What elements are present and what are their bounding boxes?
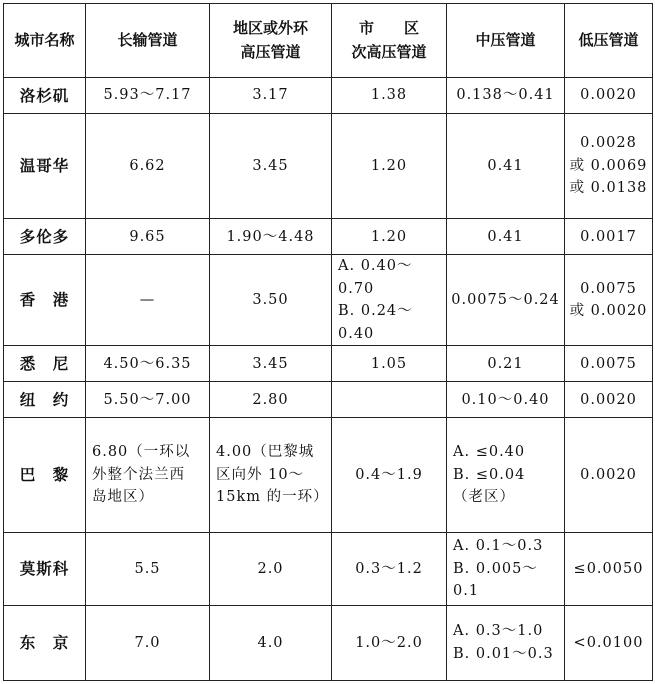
regional-cell (210, 418, 332, 532)
cell-line: 1.0～2.0 (355, 634, 423, 651)
cell-line: 6.62 (129, 157, 166, 174)
cell-line: 5.50～7.00 (103, 391, 192, 408)
cell-line: 0.41 (487, 157, 524, 174)
header-long-distance: 长输管道 (86, 4, 210, 78)
long-distance-cell (86, 255, 210, 346)
table-row (4, 78, 653, 114)
medium-cell (447, 382, 565, 418)
regional-cell (210, 255, 332, 346)
header-row (4, 4, 653, 78)
regional-cell (210, 346, 332, 382)
cell-line: 0.0075 (580, 355, 637, 372)
cell-line: 4.00（巴黎城 (216, 444, 315, 461)
cell-line: 4.0 (257, 634, 284, 651)
cell-line: 0.0028 (580, 135, 637, 152)
city-name-cell: 莫斯科 (4, 532, 86, 605)
city-name-cell: 东 京 (4, 605, 86, 680)
cell-line: 1.20 (370, 228, 408, 245)
table-row (4, 219, 653, 255)
cell-line: 0.10～0.40 (461, 391, 550, 408)
regional-cell (210, 605, 332, 680)
cell-line: 9.65 (129, 228, 166, 245)
header-subhigh-line: 市 区 (358, 19, 419, 38)
cell-line: 1.20 (370, 157, 408, 174)
header-city-subhigh (332, 4, 447, 78)
table-row (4, 605, 653, 680)
cell-line: 0.0017 (580, 228, 637, 245)
subhigh-cell (332, 114, 447, 219)
cell-line: 0.0020 (580, 87, 637, 104)
regional-cell (210, 382, 332, 418)
cell-line: 外整个法兰西 (92, 466, 185, 483)
medium-cell (447, 605, 565, 680)
subhigh-cell (332, 255, 447, 346)
pressure-table (3, 3, 653, 681)
low-cell (565, 219, 653, 255)
table-row (4, 255, 653, 346)
cell-line: 0.21 (487, 355, 524, 372)
long-distance-cell (86, 78, 210, 114)
cell-line: 15km 的一环） (216, 489, 329, 506)
header-medium: 中压管道 (447, 4, 565, 78)
cell-line: 0.3～1.2 (355, 560, 423, 577)
header-subhigh-line: 次高压管道 (351, 42, 427, 61)
cell-line: ≤0.0050 (573, 560, 644, 577)
long-distance-cell (86, 605, 210, 680)
medium-cell (447, 532, 565, 605)
low-cell (565, 114, 653, 219)
low-cell (565, 382, 653, 418)
cell-line: A. 0.1～0.3 (453, 538, 544, 555)
cell-line: 6.80（一环以 (92, 444, 191, 461)
subhigh-cell (332, 532, 447, 605)
low-cell (565, 532, 653, 605)
table-row (4, 114, 653, 219)
cell-line: 0.0020 (580, 466, 637, 483)
table-row (4, 382, 653, 418)
cell-line: 5.5 (134, 560, 161, 577)
cell-line: 或 0.0020 (569, 303, 648, 320)
low-cell (565, 78, 653, 114)
cell-line: <0.0100 (573, 634, 644, 651)
table-row (4, 418, 653, 532)
header-city: 城市名称 (4, 4, 86, 78)
long-distance-cell (86, 346, 210, 382)
medium-cell (447, 418, 565, 532)
table-row (4, 532, 653, 605)
low-cell (565, 255, 653, 346)
cell-line: 岛地区） (92, 489, 154, 506)
medium-cell (447, 114, 565, 219)
cell-line: 0.4～1.9 (355, 466, 423, 483)
cell-line: A. 0.40～0.70 (338, 258, 413, 297)
long-distance-cell (86, 382, 210, 418)
cell-line: 0.0075 (580, 280, 637, 297)
subhigh-cell (332, 418, 447, 532)
subhigh-cell (332, 346, 447, 382)
regional-cell (210, 78, 332, 114)
cell-line: 0.0020 (580, 391, 637, 408)
cell-line: 5.93～7.17 (103, 87, 192, 104)
city-name-cell: 纽 约 (4, 382, 86, 418)
long-distance-cell (86, 114, 210, 219)
cell-line: 7.0 (134, 634, 161, 651)
cell-line: 3.45 (252, 355, 289, 372)
city-name-cell: 温哥华 (4, 114, 86, 219)
cell-line: B. 0.24～0.40 (338, 303, 413, 342)
table-row (4, 346, 653, 382)
subhigh-cell (332, 382, 447, 418)
cell-line: 3.45 (252, 157, 289, 174)
long-distance-cell (86, 418, 210, 532)
cell-line: 4.50～6.35 (103, 355, 192, 372)
regional-cell (210, 114, 332, 219)
cell-line: 2.0 (257, 560, 284, 577)
header-low: 低压管道 (565, 4, 653, 78)
cell-line: （老区） (453, 489, 515, 506)
city-name-cell: 洛杉矶 (4, 78, 86, 114)
low-cell (565, 346, 653, 382)
cell-line: B. 0.01～0.3 (453, 645, 554, 662)
long-distance-cell (86, 219, 210, 255)
low-cell (565, 418, 653, 532)
subhigh-cell (332, 78, 447, 114)
cell-line: 或 0.0069 (569, 157, 648, 174)
regional-cell (210, 219, 332, 255)
cell-line: 区向外 10～ (216, 466, 305, 483)
cell-line: 3.50 (252, 292, 289, 309)
low-cell (565, 605, 653, 680)
header-regional-line: 高压管道 (240, 42, 301, 61)
cell-line: 或 0.0138 (569, 180, 648, 197)
cell-line: 0.138～0.41 (456, 87, 555, 104)
medium-cell (447, 78, 565, 114)
medium-cell (447, 255, 565, 346)
cell-line: 1.38 (370, 87, 408, 104)
cell-line: A. ≤0.40 (453, 444, 526, 461)
medium-cell (447, 346, 565, 382)
city-name-cell: 香 港 (4, 255, 86, 346)
cell-line: B. ≤0.04 (453, 466, 526, 483)
cell-line: 1.90～4.48 (226, 228, 315, 245)
cell-line: 1.05 (370, 355, 408, 372)
regional-cell (210, 532, 332, 605)
cell-line: B. 0.005～0.1 (453, 560, 538, 599)
cell-line: A. 0.3～1.0 (453, 623, 544, 640)
city-name-cell: 悉 尼 (4, 346, 86, 382)
cell-line: 2.80 (252, 391, 289, 408)
long-distance-cell (86, 532, 210, 605)
medium-cell (447, 219, 565, 255)
subhigh-cell (332, 219, 447, 255)
cell-line: — (139, 292, 156, 309)
cell-line: 0.41 (487, 228, 524, 245)
cell-line: 3.17 (252, 87, 289, 104)
header-regional-line: 地区或外环 (232, 19, 308, 38)
city-name-cell: 多伦多 (4, 219, 86, 255)
subhigh-cell (332, 605, 447, 680)
header-regional (210, 4, 332, 78)
city-name-cell: 巴 黎 (4, 418, 86, 532)
cell-line: 0.0075～0.24 (451, 292, 560, 309)
